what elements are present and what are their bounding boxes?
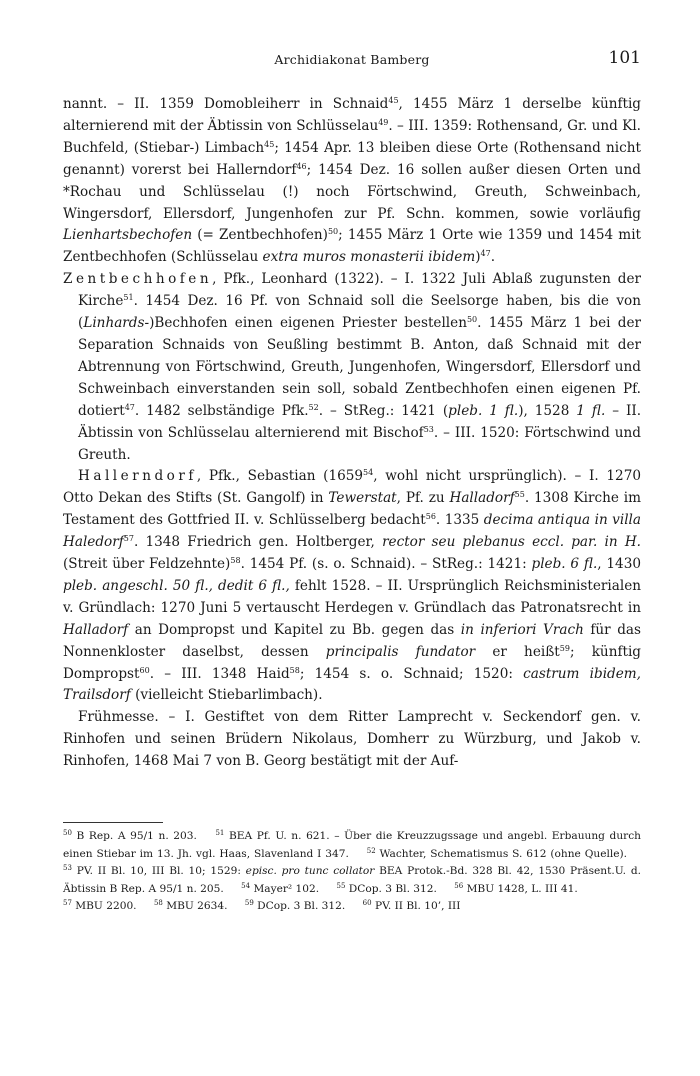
text-run: , Pfk., Leonhard (1322). – I. 1322 Juli Ablaß zugunsten der Kirche (78, 271, 641, 310)
footnotes (63, 828, 641, 916)
text-run: fehlt 1528. – II. Ursprünglich Reichsministerialen v. Gründlach: 1270 Juni 5 vertauscht Herdegen v. Gründlach das Patronatsrecht in (63, 577, 642, 616)
footnote-ref: 50 (327, 227, 339, 237)
footnote-text: PV. II Bl. 10, III Bl. 10; 1529: (76, 865, 246, 878)
text-run: ; 1454 Apr. 13 bleiben diese Orte (Rothensand nicht genannt) vorerst bei Hallerndorf (63, 139, 641, 178)
text-run: . – III. 1359: Rothensand, Gr. und Kl. Buchfeld, (Stiebar-) Limbach (63, 117, 641, 156)
text-run: ; künftig Dompropst (63, 643, 641, 682)
footnote-number: 53 (63, 864, 72, 873)
footnote-text: episc. pro tunc collator (245, 865, 375, 878)
footnote-text: Mayer² 102. (253, 882, 320, 895)
footnote-ref: 58 (230, 556, 241, 566)
footnote-text: B Rep. A 95/1 n. 203. (76, 830, 197, 842)
text-run: Frühmesse. – I. Gestiftet von dem Ritter Lamprecht v. Seckendorf gen. v. Rinhofen und seinen Brüdern Nikolaus, Domherr zu Würzburg, und Jakob v. Rinhofen, 1468 Mai 7 von B. Georg bestätigt mit der Auf- (63, 709, 641, 770)
text-run: . – StReg.: 1421 ( (318, 402, 449, 419)
footnote-text: DCop. 3 Bl. 312. (257, 900, 346, 913)
footnote-ref: 55 (514, 490, 525, 500)
page-number: 101 (608, 48, 641, 68)
text-run: ; 1454 s. o. Schnaid; 1520: (299, 665, 524, 682)
text-run: decima antiqua in villa Haledorf (63, 512, 642, 551)
footnote-number: 58 (153, 899, 163, 908)
footnote-52 (367, 848, 627, 860)
entry-zentbechhofen (63, 269, 641, 466)
entry-heading: Hallerndorf (78, 468, 197, 485)
footnote-number: 51 (215, 829, 225, 837)
footnote-number: 56 (454, 881, 464, 890)
footnote-ref: 57 (123, 534, 134, 544)
footnote-block-2 (63, 898, 641, 916)
footnote-ref: 49 (378, 117, 389, 127)
text-run: , 1430 (597, 556, 642, 573)
text-run: pleb. angeschl. 50 fl., dedit 6 fl., (63, 577, 290, 594)
footnote-ref: 46 (296, 161, 307, 171)
text-run: an Dompropst und Kapitel zu Bb. gegen das (128, 621, 461, 638)
footnote-55 (337, 883, 437, 895)
footnote-ref: 59 (559, 643, 570, 653)
text-run: , 1455 März 1 derselbe künftig alternierend mit der Äbtissin von Schlüsselau (63, 96, 641, 134)
text-run: ), 1528 (518, 402, 577, 419)
footnote-text: MBU 1428, L. III 41. (466, 882, 578, 895)
footnote-ref: 47 (124, 402, 135, 412)
text-run: für das Nonnenkloster daselbst, dessen (63, 621, 641, 660)
text-run: )Bechhofen einen eigenen Priester bestellen (149, 315, 467, 332)
text-run: . – III. 1348 Haid (149, 665, 290, 682)
text-run: 1 fl. (576, 402, 606, 419)
text-run: (Streit über Feldzehnte) (63, 556, 231, 573)
footnote-ref: 54 (363, 468, 374, 478)
text-run: pleb. 1 fl. (448, 402, 519, 419)
footnote-text: BEA Protok.-Bd. 328 Bl. 42, 1530 Präsent.U. d. Äbtissin B Rep. A 95/1 n. 205. (63, 865, 641, 895)
footnote-number: 50 (63, 829, 72, 837)
text-run: . (490, 249, 496, 266)
footnote-number: 59 (244, 899, 254, 908)
page-header (63, 48, 641, 72)
text-run: Lienhartsbechofen (63, 227, 193, 244)
text-run: rector seu plebanus eccl. par. in H. (382, 534, 642, 551)
footnote-ref: 45 (264, 139, 275, 149)
text-run: . 1455 März 1 bei der Separation Schnaids von Seußling bestimmt B. Anton, daß Schnaid mit der Abtrennung von Förtschwind, Greuth, Jungenhofen, Wingersdorf, Ellersdorf und Schweinbach einverstanden sein soll, sobald Zentbechhofen einen eigenen Pf. dotiert (78, 315, 641, 419)
text-run: ) (475, 249, 481, 266)
footnote-rule (63, 822, 163, 823)
footnote-number: 60 (362, 899, 372, 908)
running-title: Archidiakonat Bamberg (274, 52, 430, 67)
footnote-60 (363, 900, 461, 912)
footnote-text: MBU 2634. (166, 900, 228, 913)
footnote-number: 54 (241, 881, 251, 890)
text-run: in inferiori Vrach (460, 621, 584, 638)
text-run: , wohl nicht ursprünglich). – I. 1270 Otto Dekan des Stifts (St. Gangolf) in (63, 468, 641, 507)
text-run: ; 1454 Dez. 16 sollen außer diesen Orten und *Rochau und Schlüsselau (!) noch Förtschwind, Greuth, Schweinbach, Wingersdorf, Ellersdorf, Jungenhofen zur Pf. Schn. kommen, sowie vorläufig (63, 161, 642, 222)
text-run: , Pfk., Sebastian (1659 (196, 468, 364, 485)
text-run: Linhards- (83, 315, 150, 332)
footnote-text: MBU 2200. (75, 900, 137, 913)
footnote-text: BEA Pf. U. n. 621. – Über die Kreuzzugssage und angebl. Erbauung durch einen Stiebar im 13. Jh. vgl. Haas, Slavenland I 347. (63, 830, 641, 860)
footnote-block-1 (63, 828, 641, 898)
footnote-ref: 60 (139, 665, 150, 675)
text-run: nannt. – II. 1359 Domobleiherr in Schnaid (63, 96, 389, 112)
footnote-ref: 45 (388, 96, 399, 105)
text-run: (= Zentbechhofen) (192, 227, 328, 244)
page (63, 48, 641, 773)
footnote-number: 55 (336, 881, 346, 890)
footnote-text: PV. II Bl. 10’, III (374, 900, 461, 913)
footnote-ref: 52 (308, 402, 319, 412)
text-run: pleb. 6 fl. (531, 556, 598, 573)
paragraph-fruehmesse (63, 707, 641, 773)
text-run: – II. Äbtissin von Schlüsselau alternierend mit Bischof (78, 402, 642, 441)
footnote-59 (245, 900, 345, 912)
footnote-ref: 51 (123, 293, 134, 303)
footnote-57 (63, 900, 137, 912)
footnote-ref: 56 (425, 512, 436, 522)
footnote-56 (454, 883, 577, 895)
text-run: (vielleicht Stiebarlimbach). (130, 687, 323, 704)
footnote-54 (241, 883, 319, 895)
text-run: , Pf. zu (396, 490, 450, 507)
footnote-text: Wachter, Schematismus S. 612 (ohne Quelle). (379, 847, 628, 860)
footnote-ref: 53 (423, 424, 434, 434)
text-run: castrum ibidem, Trailsdorf (63, 665, 641, 704)
footnote-50 (63, 830, 197, 842)
entry-hallerndorf (63, 466, 641, 707)
text-run: . 1308 Kirche im Testament des Gottfried II. v. Schlüsselberg bedacht (63, 490, 641, 529)
footnote-ref: 58 (289, 665, 300, 675)
entry-heading: Zentbechhofen (63, 271, 213, 288)
footnote-ref: 50 (466, 315, 478, 325)
paragraph-schnaid-continued (63, 94, 641, 269)
text-run: . 1454 Dez. 16 Pf. von Schnaid soll die Seelsorge haben, bis die von ( (78, 293, 641, 332)
text-run: extra muros monasterii ibidem (262, 249, 476, 266)
text-run: Halladorf (63, 621, 129, 638)
text-run: . 1454 Pf. (s. o. Schnaid). – StReg.: 1421: (240, 556, 532, 573)
text-run: ; 1455 März 1 Orte wie 1359 und 1454 mit Zentbechhofen (Schlüsselau (63, 227, 642, 266)
footnote-58 (154, 900, 228, 912)
text-run: Tewerstat (328, 490, 397, 507)
footnote-text: DCop. 3 Bl. 312. (348, 882, 437, 895)
text-run: . 1348 Friedrich gen. Holtberger, (133, 534, 383, 551)
main-text (63, 94, 641, 773)
footnote-number: 52 (366, 846, 376, 855)
footnote-ref: 47 (480, 249, 491, 259)
text-run: . 1482 selbständige Pfk. (134, 402, 309, 419)
footnote-number: 57 (63, 899, 72, 908)
text-run: Halladorf (449, 490, 515, 507)
text-run: er heißt (475, 643, 560, 660)
text-run: principalis fundator (325, 643, 476, 660)
text-run: . 1335 (435, 512, 484, 529)
text-run: . – III. 1520: Förtschwind und Greuth. (78, 424, 641, 463)
